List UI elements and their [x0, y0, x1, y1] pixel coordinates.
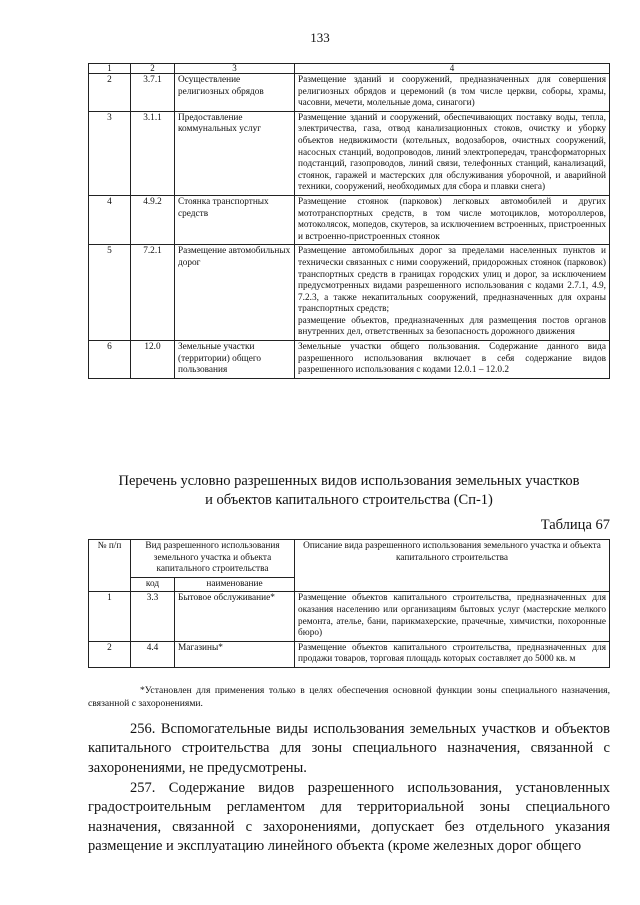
use-description — [295, 245, 610, 341]
use-name: Бытовое обслуживание* — [175, 592, 295, 641]
use-name: Стоянка транспортных средств — [175, 195, 295, 244]
row-number: 3 — [89, 111, 131, 195]
paragraph-257: 257. Содержание видов разрешенного использования, установленных градостроительным регламентом для территориальной зоны специального назначения, связанной с захоронениями, допускает без отдельного указания размещение и эксплуатацию линейного объекта (кроме железных дорог общего — [88, 780, 610, 854]
use-code: 3.1.1 — [131, 111, 175, 195]
use-description: Размещение зданий и сооружений, предназначенных для совершения религиозных обрядов и церемоний (в том числе церкви, соборы, храмы, часовни, мечети, молельные дома, синагоги) — [295, 74, 610, 112]
use-description: Размещение объектов капитального строительства, предназначенных для оказания населению или организациям бытовых услуг (мастерские мелкого ремонта, ателье, бани, парикмахерские, прачечные, химчистки, похоронные бюро) — [295, 592, 610, 641]
use-code: 3.3 — [131, 592, 175, 641]
section-title-line: и объектов капитального строительства (Сп-1) — [205, 492, 493, 508]
use-description: Размещение зданий и сооружений, обеспечивающих поставку воды, тепла, электричества, газа, отвод канализационных стоков, очистку и уборку объектов недвижимости (котельных, водозаборов, очистных сооружений, насосных станций, водопроводов, линий электропередач, трансформаторных подстанций, газопроводов, линий связи, телефонных станций, канализаций, стоянок, гаражей и мастерских для обслуживания уборочной, и аварийной техники, сооружений, необходимых для сбора и плавки снега) — [295, 111, 610, 195]
section-title — [88, 472, 610, 510]
footnote: *Установлен для применения только в целях обеспечения основной функции зоны специального назначения, связанной с захоронениями. — [88, 685, 610, 709]
table-row — [89, 641, 610, 667]
table-header-row — [89, 64, 610, 74]
row-number: 4 — [89, 195, 131, 244]
section-title-line: Перечень условно разрешенных видов использования земельных участков — [118, 473, 580, 489]
header-cell: 4 — [295, 64, 610, 74]
table-row — [89, 245, 610, 341]
use-code: 4.9.2 — [131, 195, 175, 244]
table-header-row — [89, 540, 610, 578]
use-code: 4.4 — [131, 641, 175, 667]
paragraph-256: 256. Вспомогательные виды использования земельных участков и объектов капитального строительства для зоны специального назначения, связанной с захоронениями, не предусмотрены. — [88, 721, 610, 776]
use-description-part: размещение объектов, предназначенных для размещения постов органов внутренних дел, ответственных за безопасность дорожного движения — [298, 315, 606, 338]
header-code: код — [131, 577, 175, 592]
table-row — [89, 592, 610, 641]
table-label: Таблица 67 — [540, 517, 610, 533]
use-name: Предоставление коммунальных услуг — [175, 111, 295, 195]
row-number: 2 — [89, 641, 131, 667]
use-name: Размещение автомобильных дорог — [175, 245, 295, 341]
use-description: Размещение стоянок (парковок) легковых автомобилей и других мототранспортных средств, в том числе мотоциклов, мотороллеров, мотоколясок, мопедов, скутеров, за исключением встроенных, пристроенных и встроенно-пристроенных стоянок — [295, 195, 610, 244]
permitted-uses-table — [88, 63, 610, 379]
table-row — [89, 74, 610, 112]
table-row — [89, 341, 610, 379]
use-description: Земельные участки общего пользования. Содержание данного вида разрешенного использования включает в себя содержание видов разрешенного использования с кодами 12.0.1 – 12.0.2 — [295, 341, 610, 379]
use-description-part: Размещение автомобильных дорог за пределами населенных пунктов и технически связанных с ними сооружений, придорожных стоянок (парковок) транспортных средств в границах городских улиц и дорог, за исключением предусмотренных видами разрешенного использования с кодами 2.7.1, 4.9, 7.2.3, а также некапитальных сооружений, предназначенных для охраны транспортных средств; — [298, 246, 606, 315]
header-description: Описание вида разрешенного использования земельного участка и объекта капитального строительства — [295, 540, 610, 592]
use-description: Размещение объектов капитального строительства, предназначенных для продажи товаров, торговая площадь которых составляет до 5000 кв. м — [295, 641, 610, 667]
header-cell: 3 — [175, 64, 295, 74]
row-number: 2 — [89, 74, 131, 112]
header-name: наименование — [175, 577, 295, 592]
use-code: 3.7.1 — [131, 74, 175, 112]
row-number: 1 — [89, 592, 131, 641]
row-number: 6 — [89, 341, 131, 379]
header-cell: 1 — [89, 64, 131, 74]
use-code: 12.0 — [131, 341, 175, 379]
use-code: 7.2.1 — [131, 245, 175, 341]
conditional-uses-table — [88, 539, 610, 668]
header-kind: Вид разрешенного использования земельного участка и объекта капитального строительства — [131, 540, 295, 578]
header-cell: 2 — [131, 64, 175, 74]
page-number: 133 — [310, 30, 330, 45]
use-name: Магазины* — [175, 641, 295, 667]
header-number: № п/п — [89, 540, 131, 592]
row-number: 5 — [89, 245, 131, 341]
use-name: Осуществление религиозных обрядов — [175, 74, 295, 112]
use-name: Земельные участки (территории) общего пользования — [175, 341, 295, 379]
table-row — [89, 111, 610, 195]
table-row — [89, 195, 610, 244]
